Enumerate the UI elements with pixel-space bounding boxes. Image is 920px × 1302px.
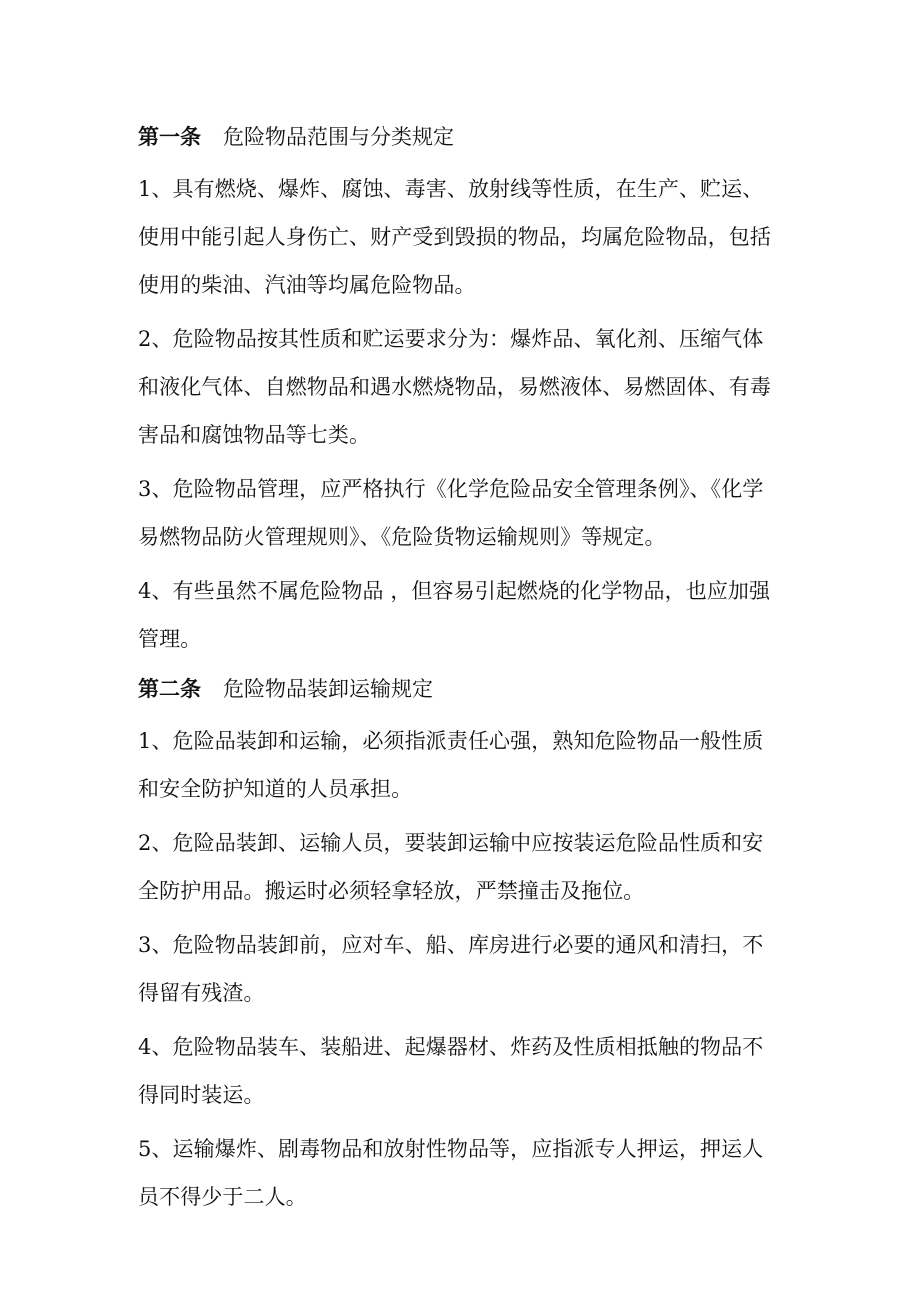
text-line: 得同时装运。 xyxy=(138,1083,265,1107)
list-item xyxy=(138,1125,786,1221)
text-line: 4、危险物品装车、装船进、起爆器材、炸药及性质相抵触的物品不 xyxy=(138,1035,764,1059)
list-item xyxy=(138,165,786,309)
text-line: 得留有残渣。 xyxy=(138,981,265,1005)
text-line: 4、有些虽然不属危险物品 ，但容易引起燃烧的化学物品，也应加强 xyxy=(138,579,771,603)
list-item xyxy=(138,1023,786,1119)
text-line: 2、危险物品按其性质和贮运要求分为：爆炸品、氧化剂、压缩气体 xyxy=(138,327,764,351)
text-line: 1、具有燃烧、爆炸、腐蚀、毒害、放射线等性质，在生产、贮运、 xyxy=(138,177,764,201)
list-item xyxy=(138,819,786,915)
text-line: 3、危险物品装卸前，应对车、船、库房进行必要的通风和清扫，不 xyxy=(138,933,764,957)
text-line: 全防护用品。搬运时必须轻拿轻放，严禁撞击及拖位。 xyxy=(138,879,645,903)
list-item xyxy=(138,567,786,663)
text-line: 管理。 xyxy=(138,627,202,651)
text-line: 3、危险物品管理，应严格执行《化学危险品安全管理条例》、《化学 xyxy=(138,477,764,501)
text-line: 易燃物品防火管理规则》、《危险货物运输规则》等规定。 xyxy=(138,525,666,549)
list-item xyxy=(138,465,786,561)
list-item xyxy=(138,921,786,1017)
text-line: 员不得少于二人。 xyxy=(138,1185,307,1209)
section-heading-1 xyxy=(138,117,786,157)
section-title: 危险物品装卸运输规定 xyxy=(223,677,433,701)
list-item xyxy=(138,717,786,813)
text-line: 使用中能引起人身伤亡、财产受到毁损的物品，均属危险物品，包括 xyxy=(138,225,771,249)
text-line: 5、运输爆炸、剧毒物品和放射性物品等，应指派专人押运，押运人 xyxy=(138,1137,764,1161)
section-number: 第二条 xyxy=(138,676,201,701)
text-line: 和安全防护知道的人员承担。 xyxy=(138,777,413,801)
text-line: 2、危险品装卸、运输人员，要装卸运输中应按装运危险品性质和安 xyxy=(138,831,764,855)
text-line: 害品和腐蚀物品等七类。 xyxy=(138,423,371,447)
text-line: 1、危险品装卸和运输，必须指派责任心强，熟知危险物品一般性质 xyxy=(138,729,764,753)
document-body xyxy=(138,117,786,1227)
section-number: 第一条 xyxy=(138,124,201,149)
list-item xyxy=(138,315,786,459)
text-line: 使用的柴油、汽油等均属危险物品。 xyxy=(138,273,476,297)
section-title: 危险物品范围与分类规定 xyxy=(223,125,454,149)
section-heading-2 xyxy=(138,669,786,709)
text-line: 和液化气体、自燃物品和遇水燃烧物品，易燃液体、易燃固体、有毒 xyxy=(138,375,771,399)
